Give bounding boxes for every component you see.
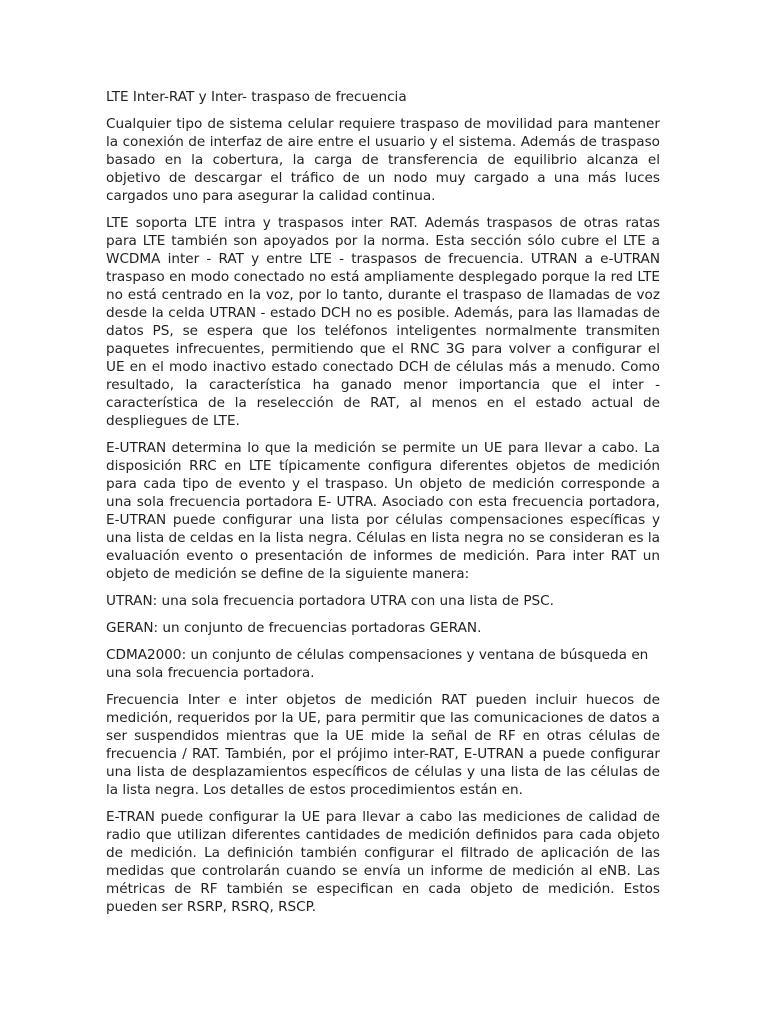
document-page: [106, 88, 660, 925]
paragraph-intro: Cualquier tipo de sistema celular requiere traspaso de movilidad para mantener la conexión de interfaz de aire entre el usuario y el sistema. Además de traspaso basado en la cobertura, la carga de transferencia de equilibrio alcanza el objetivo de descargar el tráfico de un nodo muy cargado a una más luces cargados uno para asegurar la calidad continua.: [106, 116, 660, 204]
paragraph-lte-support: LTE soporta LTE intra y traspasos inter RAT. Además traspasos de otras ratas para LTE también son apoyados por la norma. Esta sección sólo cubre el LTE a WCDMA inter - RAT y entre LTE - traspasos de frecuencia. UTRAN a e-UTRAN traspaso en modo conectado no está ampliamente desplegado porque la red LTE no está centrado en la voz, por lo tanto, durante el traspaso de llamadas de voz desde la celda UTRAN - estado DCH no es posible. Además, para las llamadas de datos PS, se espera que los teléfonos inteligentes normalmente transmiten paquetes infrecuentes, permitiendo que el RNC 3G para volver a configurar el UE en el modo inactivo estado conectado DCH de células más a menudo. Como resultado, la característica ha ganado menor importancia que el inter - característica de la reselección de RAT, al menos en el estado actual de despliegues de LTE.: [106, 215, 660, 429]
paragraph-eutran-measurement: E-UTRAN determina lo que la medición se permite un UE para llevar a cabo. La disposición RRC en LTE típicamente configura diferentes objetos de medición para cada tipo de evento y el traspaso. Un objeto de medición corresponde a una sola frecuencia portadora E- UTRA. Asociado con esta frecuencia portadora, E-UTRAN puede configurar una lista por células compensaciones específicas y una lista de celdas en la lista negra. Células en lista negra no se consideran es la evaluación evento o presentación de informes de medición. Para inter RAT un objeto de medición se define de la siguiente manera:: [106, 440, 660, 582]
paragraph-cdma2000: CDMA2000: un conjunto de células compensaciones y ventana de búsqueda en una sola frecuencia portadora.: [106, 647, 649, 681]
paragraph-radio-quality: E-TRAN puede configurar la UE para llevar a cabo las mediciones de calidad de radio que utilizan diferentes cantidades de medición definidos para cada objeto de medición. La definición también configurar el filtrado de aplicación de las medidas que controlarán cuando se envía un informe de medición al eNB. Las métricas de RF también se especifican en cada objeto de medición. Estos pueden ser RSRP, RSRQ, RSCP.: [106, 809, 660, 915]
paragraph-utran: UTRAN: una sola frecuencia portadora UTRA con una lista de PSC.: [106, 593, 554, 609]
paragraph-geran: GERAN: un conjunto de frecuencias portadoras GERAN.: [106, 620, 482, 636]
paragraph-measurement-gaps: Frecuencia Inter e inter objetos de medición RAT pueden incluir huecos de medición, requeridos por la UE, para permitir que las comunicaciones de datos a ser suspendidos mientras que la UE mide la señal de RF en otras células de frecuencia / RAT. También, por el prójimo inter-RAT, E-UTRAN a puede configurar una lista de desplazamientos específicos de células y una lista de las células de la lista negra. Los detalles de estos procedimientos están en.: [106, 692, 660, 798]
document-title: LTE Inter-RAT y Inter- traspaso de frecuencia: [106, 89, 407, 105]
